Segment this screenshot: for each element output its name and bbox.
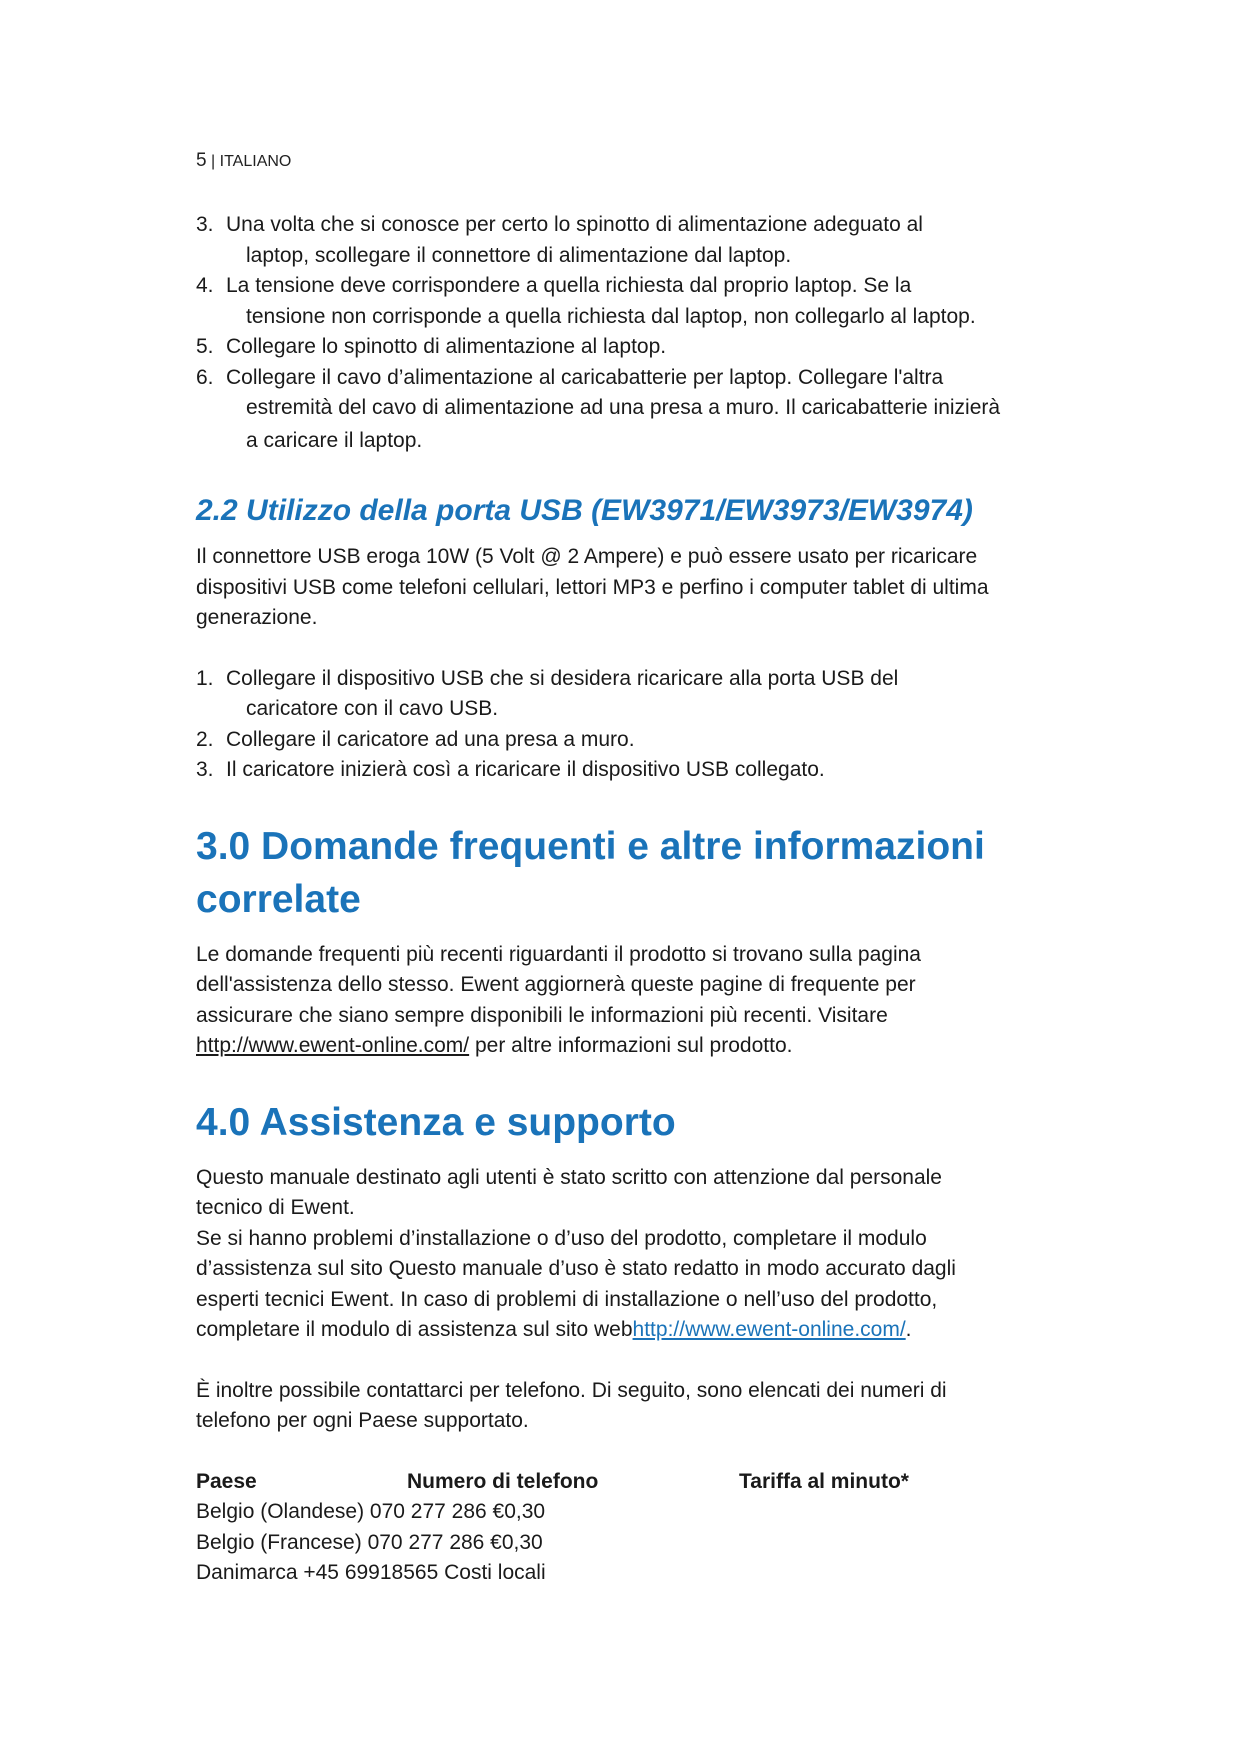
section-3-body: Le domande frequenti più recenti riguardanti il prodotto si trovano sulla pagina dell'assistenza dello stesso. Ewent aggiornerà queste pagine di frequente per assicurare che siano sempre disponibili le informazioni più recenti. Visitare http://www.ewent-online.com/ per altre informazioni sul prodotto. (196, 942, 921, 1057)
list-item: 3. Il caricatore inizierà così a ricaricare il dispositivo USB collegato. (196, 758, 825, 781)
section-4-heading: 4.0 Assistenza e supporto (196, 1100, 676, 1144)
header-separator: | (211, 153, 216, 170)
phone-contact-table (196, 1467, 1096, 1589)
header-phone: Numero di telefono (407, 1469, 599, 1493)
section-4-body: Questo manuale destinato agli utenti è stato scritto con attenzione dal personale tecnico di Ewent. Se si hanno problemi d’installazione o d’uso del prodotto, completare il modulo d’assistenza sul sito Questo manuale d’uso è stato redatto in modo accurato dagli esperti tecnici Ewent. In caso di problemi di installazione o nell’uso del prodotto, completare il modulo di assistenza sul sito webhttp://www.ewent-online.com/. (196, 1165, 956, 1341)
ewent-link[interactable]: http://www.ewent-online.com/ (196, 1034, 470, 1057)
list-item: 4. La tensione deve corrispondere a quella richiesta dal proprio laptop. Se la tensione non corrisponde a quella richiesta dal laptop, non collegarlo al laptop. (196, 274, 976, 328)
header-language: ITALIANO (219, 153, 292, 170)
document-page (196, 150, 1096, 1589)
list-item: 3. Una volta che si conosce per certo lo spinotto di alimentazione adeguato al laptop, scollegare il connettore di alimentazione dal laptop. (196, 213, 923, 267)
section-2-2-heading: 2.2 Utilizzo della porta USB (EW3971/EW3973/EW3974) (196, 494, 973, 527)
ewent-support-link[interactable]: http://www.ewent-online.com/ (632, 1318, 906, 1341)
table-row: Belgio (Francese) 070 277 286 €0,30 (196, 1530, 543, 1554)
page-header (196, 150, 1096, 172)
steps-list-usb (196, 664, 1096, 786)
section-2-2-intro: Il connettore USB eroga 10W (5 Volt @ 2 Ampere) e può essere usato per ricaricare dispositivi USB come telefoni cellulari, lettori MP3 e perfino i computer tablet di ultima generazione. (196, 545, 989, 629)
section-3-heading: 3.0 Domande frequenti e altre informazioni correlate (196, 824, 985, 921)
page-number: 5 (196, 150, 207, 171)
table-header (196, 1467, 1096, 1498)
header-rate: Tariffa al minuto* (739, 1469, 909, 1493)
list-item: 6. Collegare il cavo d’alimentazione al caricabatterie per laptop. Collegare l'altra estremità del cavo di alimentazione ad una presa a muro. Il caricabatterie inizierà a caricare il laptop. (196, 365, 1001, 452)
list-item: 1. Collegare il dispositivo USB che si desidera ricaricare alla porta USB del caricatore con il cavo USB. (196, 666, 899, 720)
steps-list-laptop (196, 210, 1096, 456)
list-item: 5. Collegare lo spinotto di alimentazione al laptop. (196, 335, 667, 358)
table-row: Danimarca +45 69918565 Costi locali (196, 1561, 546, 1584)
list-item: 2. Collegare il caricatore ad una presa a muro. (196, 727, 635, 751)
phone-contact-intro: È inoltre possibile contattarci per telefono. Di seguito, sono elencati dei numeri di telefono per ogni Paese supportato. (196, 1378, 947, 1432)
table-row: Belgio (Olandese) 070 277 286 €0,30 (196, 1500, 546, 1523)
header-country: Paese (196, 1469, 257, 1493)
